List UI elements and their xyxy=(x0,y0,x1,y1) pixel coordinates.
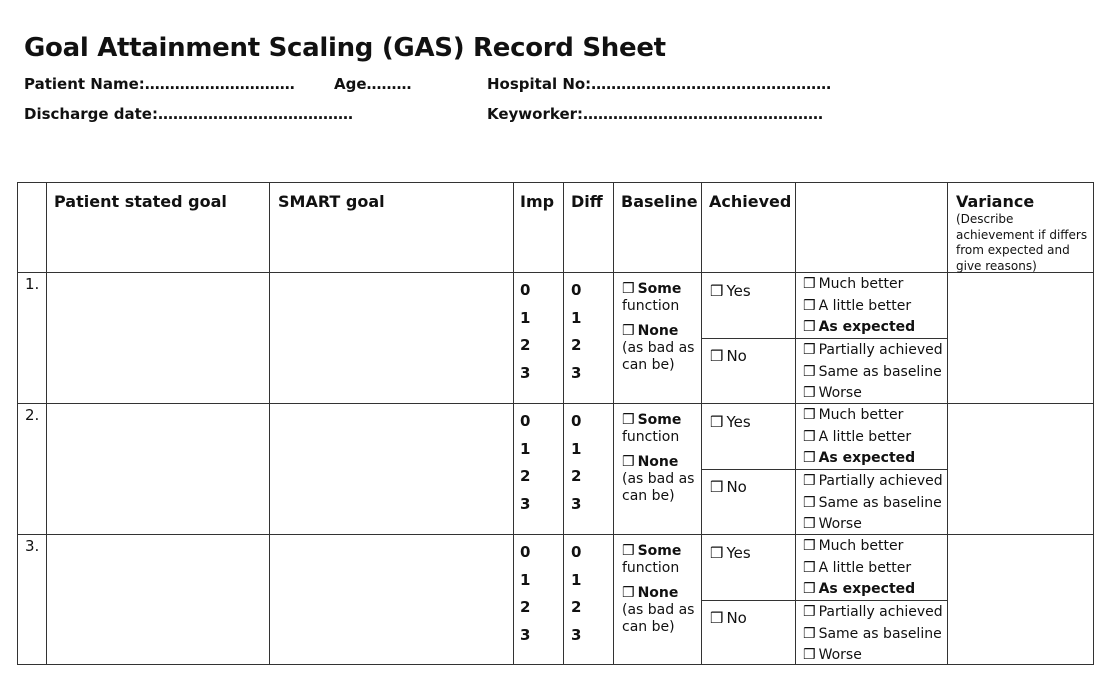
achieved-no-option[interactable] xyxy=(710,347,747,365)
header-stated-goal: Patient stated goal xyxy=(54,192,227,211)
imp-score-option[interactable]: 3 xyxy=(520,363,531,382)
outcome-option[interactable] xyxy=(803,427,915,449)
diff-score-option[interactable]: 0 xyxy=(571,281,582,299)
header-imp: Imp xyxy=(520,192,555,211)
outcome-option[interactable] xyxy=(803,317,915,339)
outcome-option[interactable] xyxy=(803,514,943,536)
outcome-option[interactable] xyxy=(803,493,943,515)
diff-score-option[interactable]: 3 xyxy=(571,363,582,382)
outcome-option[interactable] xyxy=(803,645,943,667)
achieved-no-label: No xyxy=(726,609,747,627)
checkbox-icon[interactable]: ❒ xyxy=(710,347,724,365)
baseline-some-label: Some xyxy=(637,281,682,297)
baseline-options xyxy=(622,281,706,374)
header-variance: Variance xyxy=(956,192,1035,211)
outcome-option[interactable] xyxy=(803,602,943,624)
checkbox-icon[interactable]: ❒ xyxy=(710,478,724,496)
outcome-option[interactable] xyxy=(803,624,943,646)
baseline-some-label: Some xyxy=(637,412,682,428)
baseline-none-label: None xyxy=(637,454,679,470)
diff-score-option[interactable]: 1 xyxy=(571,570,582,589)
spacer xyxy=(622,315,706,323)
outcome-label: Much better xyxy=(818,407,904,423)
outcome-label: As expected xyxy=(818,450,916,467)
difficulty-scale xyxy=(571,277,581,387)
imp-score-option[interactable]: 1 xyxy=(520,439,531,458)
checkbox-icon[interactable]: ❒ xyxy=(622,454,635,470)
smart-goal-cell[interactable] xyxy=(270,273,513,402)
outcome-options-yes xyxy=(803,536,915,601)
page-title: Goal Attainment Scaling (GAS) Record Sheet xyxy=(24,33,666,63)
baseline-none-option[interactable] xyxy=(622,585,706,636)
row-number: 3. xyxy=(25,537,40,555)
diff-score-option[interactable]: 1 xyxy=(571,439,582,458)
checkbox-icon[interactable]: ❒ xyxy=(710,609,724,627)
imp-score-option[interactable]: 2 xyxy=(520,598,531,616)
baseline-some-text: function xyxy=(622,560,680,576)
diff-score-option[interactable]: 3 xyxy=(571,494,582,513)
spacer xyxy=(622,446,706,454)
importance-scale xyxy=(520,539,530,649)
baseline-none-option[interactable] xyxy=(622,454,706,505)
baseline-options xyxy=(622,412,706,505)
diff-score-option[interactable]: 2 xyxy=(571,467,582,485)
outcome-option[interactable] xyxy=(803,274,915,296)
outcome-option[interactable] xyxy=(803,405,915,427)
imp-score-option[interactable]: 3 xyxy=(520,494,531,513)
keyworker-field[interactable]: Keyworker:………………………………………… xyxy=(487,105,824,123)
baseline-some-option[interactable] xyxy=(622,543,706,577)
baseline-none-label: None xyxy=(637,585,679,601)
outcome-label: A little better xyxy=(818,559,912,576)
achieved-yes-label: Yes xyxy=(726,282,751,300)
header-diff: Diff xyxy=(571,192,603,211)
checkbox-icon[interactable]: ❒ xyxy=(803,276,816,292)
outcome-label: Same as baseline xyxy=(818,625,942,642)
outcome-label: As expected xyxy=(818,319,916,336)
diff-score-option[interactable]: 1 xyxy=(571,308,582,327)
achieved-no-option[interactable] xyxy=(710,609,747,627)
diff-score-option[interactable]: 0 xyxy=(571,543,582,561)
baseline-none-text: (as bad as can be) xyxy=(622,471,695,504)
baseline-some-option[interactable] xyxy=(622,281,706,315)
stated-goal-cell[interactable] xyxy=(47,273,269,402)
stated-goal-cell[interactable] xyxy=(47,535,269,664)
checkbox-icon[interactable]: ❒ xyxy=(803,342,816,358)
outcome-options-no xyxy=(803,471,943,536)
achieved-no-option[interactable] xyxy=(710,478,747,496)
row-number: 1. xyxy=(25,275,40,293)
diff-score-option[interactable]: 3 xyxy=(571,625,582,644)
checkbox-icon[interactable]: ❒ xyxy=(803,473,816,489)
achieved-yes-option[interactable] xyxy=(710,282,751,300)
baseline-some-option[interactable] xyxy=(622,412,706,446)
outcome-options-yes xyxy=(803,274,915,339)
checkbox-icon[interactable]: ❒ xyxy=(710,282,724,300)
row-number: 2. xyxy=(25,406,40,424)
checkbox-icon[interactable]: ❒ xyxy=(803,516,816,533)
difficulty-scale xyxy=(571,408,581,518)
checkbox-icon[interactable]: ❒ xyxy=(803,494,816,511)
checkbox-icon[interactable]: ❒ xyxy=(803,407,816,423)
outcome-options-no xyxy=(803,602,943,667)
outcome-option[interactable] xyxy=(803,558,915,580)
header-variance-note: (Describe achievement if differs from expected and give reasons) xyxy=(956,212,1088,273)
baseline-none-text: (as bad as can be) xyxy=(622,340,695,373)
header-baseline: Baseline xyxy=(621,192,698,211)
checkbox-icon[interactable]: ❒ xyxy=(622,281,635,297)
header-smart-goal: SMART goal xyxy=(278,192,385,211)
outcome-label: As expected xyxy=(818,581,916,598)
checkbox-icon[interactable]: ❒ xyxy=(803,428,816,445)
achieved-yes-label: Yes xyxy=(726,544,751,562)
checkbox-icon[interactable]: ❒ xyxy=(710,413,724,431)
variance-cell[interactable] xyxy=(948,273,1093,402)
checkbox-icon[interactable]: ❒ xyxy=(803,385,816,402)
imp-score-option[interactable]: 0 xyxy=(520,281,531,299)
baseline-some-text: function xyxy=(622,298,680,314)
gas-record-table xyxy=(17,182,1094,665)
diff-score-option[interactable]: 2 xyxy=(571,598,582,616)
baseline-none-label: None xyxy=(637,323,679,339)
achieved-yes-option[interactable] xyxy=(710,413,751,431)
outcome-option[interactable] xyxy=(803,362,943,384)
imp-score-option[interactable]: 0 xyxy=(520,543,531,561)
variance-cell[interactable] xyxy=(948,535,1093,664)
checkbox-icon[interactable]: ❒ xyxy=(803,319,816,336)
baseline-some-text: function xyxy=(622,429,680,445)
outcome-label: Much better xyxy=(818,276,904,292)
outcome-label: Partially achieved xyxy=(818,342,943,358)
imp-score-option[interactable]: 2 xyxy=(520,336,531,354)
checkbox-icon[interactable]: ❒ xyxy=(803,297,816,314)
outcome-label: Partially achieved xyxy=(818,473,943,489)
achieved-yes-label: Yes xyxy=(726,413,751,431)
spacer xyxy=(622,577,706,585)
checkbox-icon[interactable]: ❒ xyxy=(803,604,816,620)
baseline-none-option[interactable] xyxy=(622,323,706,374)
achieved-no-label: No xyxy=(726,478,747,496)
checkbox-icon[interactable]: ❒ xyxy=(803,538,816,554)
imp-score-option[interactable]: 3 xyxy=(520,625,531,644)
baseline-some-label: Some xyxy=(637,543,682,559)
checkbox-icon[interactable]: ❒ xyxy=(803,625,816,642)
imp-score-option[interactable]: 1 xyxy=(520,308,531,327)
checkbox-icon[interactable]: ❒ xyxy=(622,585,635,601)
checkbox-icon[interactable]: ❒ xyxy=(622,543,635,559)
importance-scale xyxy=(520,408,530,518)
outcome-label: Partially achieved xyxy=(818,604,943,620)
hospital-no-field[interactable]: Hospital No:………………………………………… xyxy=(487,75,832,93)
baseline-none-text: (as bad as can be) xyxy=(622,602,695,635)
imp-score-option[interactable]: 2 xyxy=(520,467,531,485)
outcome-label: Much better xyxy=(818,538,904,554)
diff-score-option[interactable]: 2 xyxy=(571,336,582,354)
outcome-options-yes xyxy=(803,405,915,470)
smart-goal-cell[interactable] xyxy=(270,535,513,664)
checkbox-icon[interactable]: ❒ xyxy=(803,559,816,576)
variance-cell[interactable] xyxy=(948,404,1093,533)
outcome-label: Worse xyxy=(818,385,862,402)
outcome-label: Same as baseline xyxy=(818,494,942,511)
difficulty-scale xyxy=(571,539,581,649)
patient-name-field[interactable]: Patient Name:………………………… xyxy=(24,75,295,93)
baseline-options xyxy=(622,543,706,636)
outcome-option[interactable] xyxy=(803,536,915,558)
outcome-option[interactable] xyxy=(803,340,943,362)
imp-score-option[interactable]: 0 xyxy=(520,412,531,430)
checkbox-icon[interactable]: ❒ xyxy=(803,581,816,598)
outcome-option[interactable] xyxy=(803,296,915,318)
header-achieved: Achieved xyxy=(709,192,792,211)
age-field[interactable]: Age……… xyxy=(334,75,412,93)
stated-goal-cell[interactable] xyxy=(47,404,269,533)
outcome-option[interactable] xyxy=(803,448,915,470)
achieved-no-label: No xyxy=(726,347,747,365)
outcome-options-no xyxy=(803,340,943,405)
checkbox-icon[interactable]: ❒ xyxy=(622,323,635,339)
outcome-label: A little better xyxy=(818,428,912,445)
outcome-option[interactable] xyxy=(803,383,943,405)
outcome-option[interactable] xyxy=(803,579,915,601)
outcome-label: Worse xyxy=(818,647,862,664)
checkbox-icon[interactable]: ❒ xyxy=(803,647,816,664)
outcome-label: Worse xyxy=(818,516,862,533)
imp-score-option[interactable]: 1 xyxy=(520,570,531,589)
importance-scale xyxy=(520,277,530,387)
outcome-option[interactable] xyxy=(803,471,943,493)
outcome-label: A little better xyxy=(818,297,912,314)
checkbox-icon[interactable]: ❒ xyxy=(803,450,816,467)
discharge-date-field[interactable]: Discharge date:………………………………… xyxy=(24,105,353,123)
checkbox-icon[interactable]: ❒ xyxy=(710,544,724,562)
checkbox-icon[interactable]: ❒ xyxy=(622,412,635,428)
achieved-yes-option[interactable] xyxy=(710,544,751,562)
checkbox-icon[interactable]: ❒ xyxy=(803,363,816,380)
smart-goal-cell[interactable] xyxy=(270,404,513,533)
diff-score-option[interactable]: 0 xyxy=(571,412,582,430)
outcome-label: Same as baseline xyxy=(818,363,942,380)
